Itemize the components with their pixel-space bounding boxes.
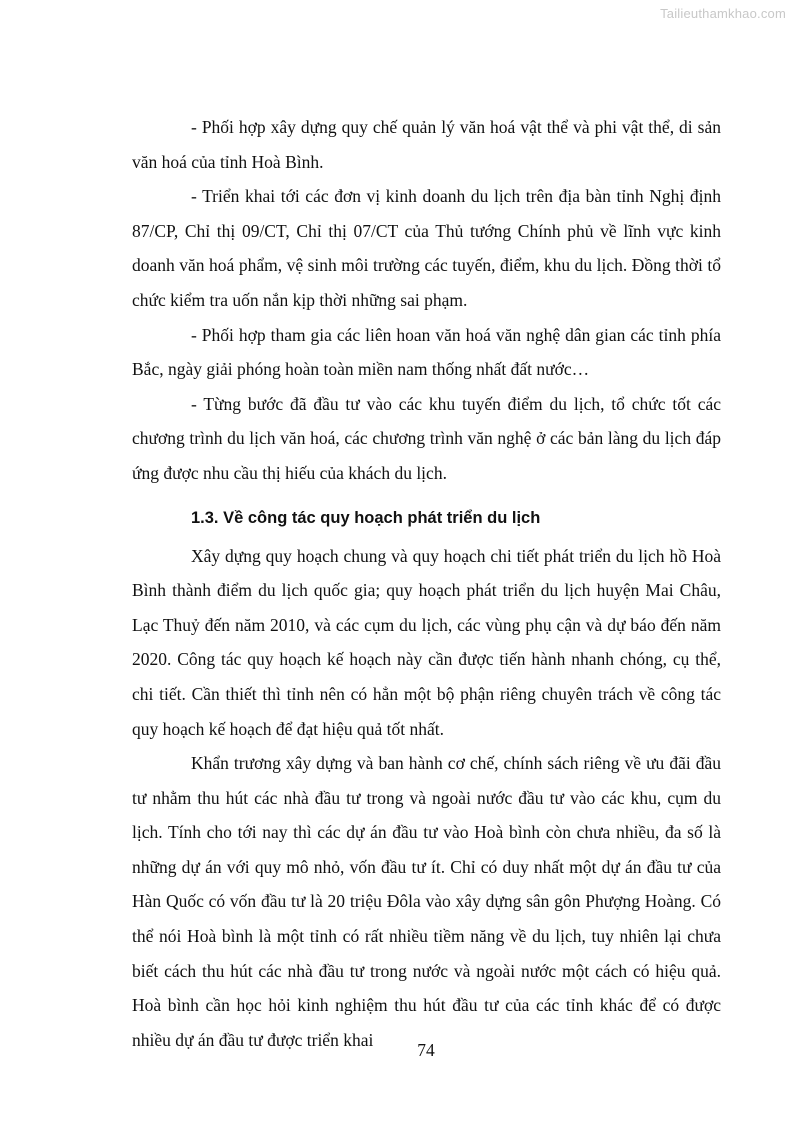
watermark: Tailieuthamkhao.com <box>660 6 786 21</box>
page-number: 74 <box>417 1040 435 1060</box>
paragraph-coordination-heritage: - Phối hợp xây dựng quy chế quản lý văn hoá vật thể và phi vật thể, di sản văn hoá của tỉnh Hoà Bình. <box>132 117 721 172</box>
paragraph-master-planning: Xây dựng quy hoạch chung và quy hoạch chi tiết phát triển du lịch hồ Hoà Bình thành điểm du lịch quốc gia; quy hoạch phát triển du lịch huyện Mai Châu, Lạc Thuỷ đến năm 2010, và các cụm du lịch, các vùng phụ cận và dự báo đến năm 2020. Công tác quy hoạch kế hoạch này cần được tiến hành nhanh chóng, cụ thể, chi tiết. Cần thiết thì tỉnh nên có hẳn một bộ phận riêng chuyên trách về công tác quy hoạch kế hoạch để đạt hiệu quả tốt nhất. <box>132 545 721 739</box>
paragraph-tour-investment: - Từng bước đã đầu tư vào các khu tuyến điểm du lịch, tổ chức tốt các chương trình du lịch văn hoá, các chương trình văn nghệ ở các bản làng du lịch đáp ứng được nhu cầu thị hiếu của khách du lịch. <box>132 393 721 483</box>
paragraph-investment-policy: Khẩn trương xây dựng và ban hành cơ chế, chính sách riêng về ưu đãi đầu tư nhằm thu hút các nhà đầu tư trong và ngoài nước đầu tư vào các khu, cụm du lịch. Tính cho tới nay thì các dự án đầu tư vào Hoà bình còn chưa nhiều, đa số là những dự án với quy mô nhỏ, vốn đầu tư ít. Chỉ có duy nhất một dự án đầu tư của Hàn Quốc có vốn đầu tư là 20 triệu Đôla vào xây dựng sân gôn Phượng Hoàng. Có thể nói Hoà bình là một tỉnh có rất nhiều tiềm năng về du lịch, tuy nhiên lại chưa biết cách thu hút các nhà đầu tư trong nước và ngoài nước một cách có hiệu quả. Hoà bình cần học hỏi kinh nghiệm thu hút đầu tư của các tỉnh khác để có được nhiều dự án đầu tư được triển khai <box>132 753 721 1050</box>
page-body <box>132 110 721 1057</box>
paragraph-folk-festival: - Phối hợp tham gia các liên hoan văn hoá văn nghệ dân gian các tỉnh phía Bắc, ngày giải phóng hoàn toàn miền nam thống nhất đất nước… <box>132 324 721 380</box>
section-heading: 1.3. Về công tác quy hoạch phát triển du lịch <box>191 508 541 527</box>
paragraph-deployment-decrees: - Triển khai tới các đơn vị kinh doanh du lịch trên địa bàn tỉnh Nghị định 87/CP, Chỉ thị 09/CT, Chỉ thị 07/CT của Thủ tướng Chính phủ về lĩnh vực kinh doanh văn hoá phẩm, vệ sinh môi trường các tuyến, điểm, khu du lịch. Đồng thời tổ chức kiểm tra uốn nắn kịp thời những sai phạm. <box>132 186 721 310</box>
